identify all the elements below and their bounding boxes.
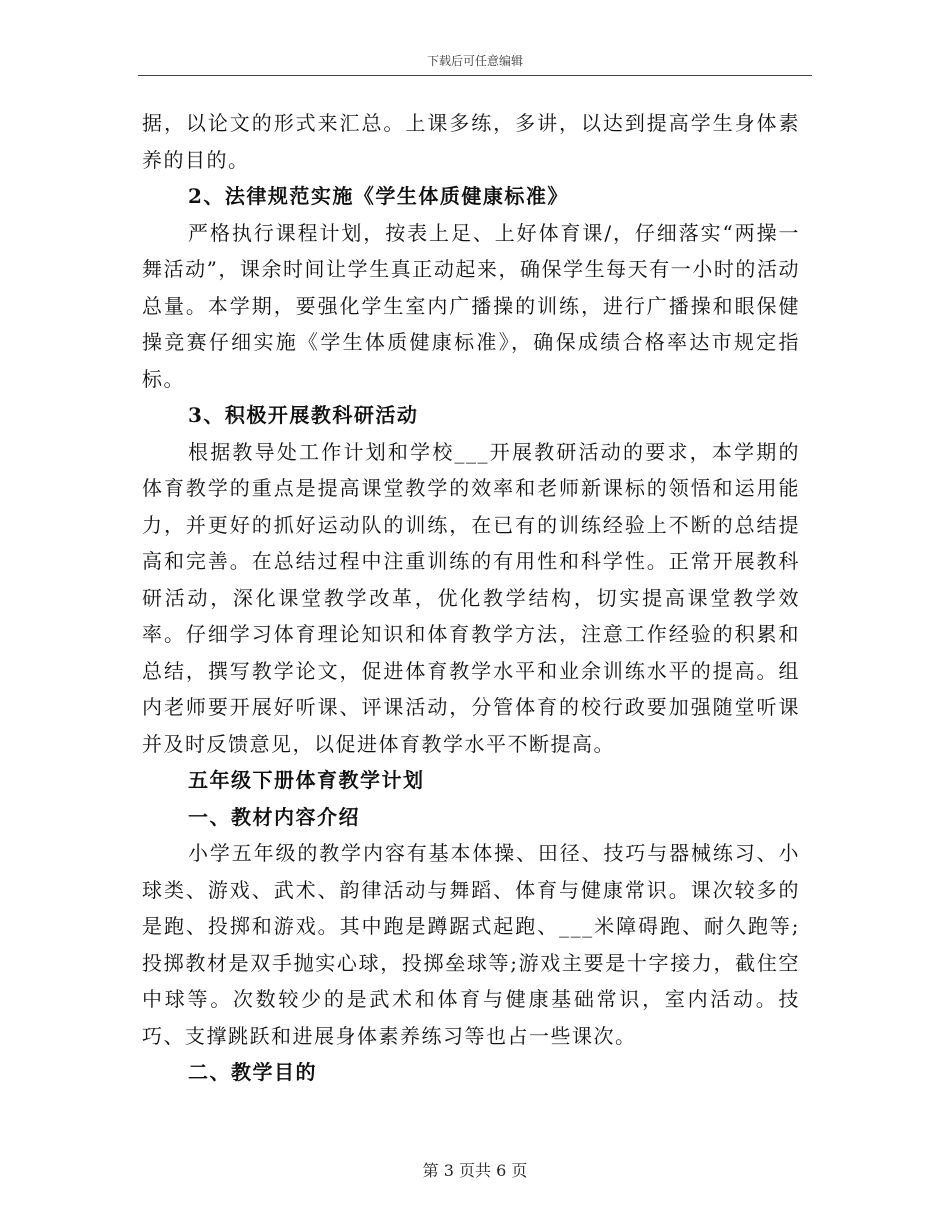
paragraph-materials: 小学五年级的教学内容有基本体操、田径、技巧与器械练习、小球类、游戏、武术、韵律活动与舞蹈、体育与健康常识。课次较多的是跑、投掷和游戏。其中跑是蹲踞式起跑、___米障碍跑、耐久跑等;投掷教材是双手抛实心球，投掷垒球等;游戏主要是十字接力，截住空中球等。次数较少的是武术和体育与健康基础常识，室内活动。技巧、支撑跳跃和进展身体素养练习等也占一些课次。 bbox=[142, 841, 800, 1048]
header-divider bbox=[138, 75, 812, 76]
paragraph-research: 根据教导处工作计划和学校___开展教研活动的要求，本学期的体育教学的重点是提高课堂教学的效率和老师新课标的领悟和运用能力，并更好的抓好运动队的训练，在已有的训练经验上不断的总结提高和完善。在总结过程中注重训练的有用性和科学性。正常开展教科研活动，深化课堂教学改革，优化教学结构，切实提高课堂教学效率。仔细学习体育理论知识和体育教学方法，注意工作经验的积累和总结，撰写教学论文，促进体育教学水平和业余训练水平的提高。组内老师要开展好听课、评课活动，分管体育的校行政要加强随堂听课并及时反馈意见，以促进体育教学水平不断提高。 bbox=[142, 439, 800, 756]
page-header: 下载后可任意编辑 bbox=[426, 54, 523, 68]
section-heading-2: 2、法律规范实施《学生体质健康标准》 bbox=[188, 184, 569, 208]
section-heading-materials: 一、教材内容介绍 bbox=[188, 804, 360, 829]
paragraph-standard: 严格执行课程计划，按表上足、上好体育课/，仔细落实“两操一舞活动”，课余时间让学生真正动起来，确保学生每天有一小时的活动总量。本学期，要强化学生室内广播操的训练，进行广播操和眼保健操竞赛仔细实施《学生体质健康标准》，确保成绩合格率达市规定指标。 bbox=[142, 220, 800, 391]
page-footer: 第 3 页共 6 页 bbox=[422, 1161, 528, 1180]
section-heading-3: 3、积极开展教科研活动 bbox=[188, 403, 419, 427]
document-body bbox=[142, 105, 800, 1091]
plan-title: 五年级下册体育教学计划 bbox=[188, 768, 425, 792]
section-heading-goals: 二、教学目的 bbox=[188, 1060, 317, 1084]
paragraph-continuation: 据，以论文的形式来汇总。上课多练，多讲，以达到提高学生身体素养的目的。 bbox=[142, 111, 800, 172]
